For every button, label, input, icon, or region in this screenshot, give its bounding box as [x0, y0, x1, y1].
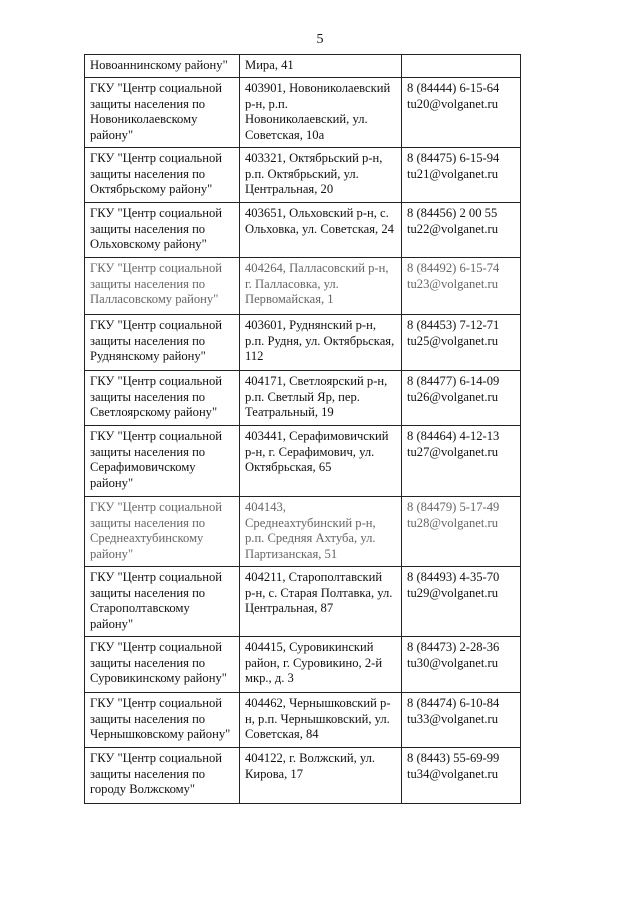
address-cell: 404462, Чернышковский р- н, р.п. Чернышковский, ул. Советская, 84: [240, 693, 402, 748]
address-cell: 404211, Старополтавский р-н, с. Старая Полтавка, ул. Центральная, 87: [240, 567, 402, 637]
table-row: [85, 426, 521, 497]
contact-cell: 8 (84474) 6-10-84 tu33@volganet.ru: [402, 693, 521, 748]
contact-cell: 8 (84475) 6-15-94 tu21@volganet.ru: [402, 148, 521, 203]
contact-cell: 8 (84473) 2-28-36 tu30@volganet.ru: [402, 637, 521, 693]
table-row: [85, 78, 521, 148]
contact-cell: 8 (84492) 6-15-74 tu23@volganet.ru: [402, 258, 521, 315]
org-cell: ГКУ "Центр социальной защиты населения по Руднянскому району": [85, 315, 240, 371]
table-row: [85, 55, 521, 78]
contacts-table: [84, 54, 521, 804]
org-cell: ГКУ "Центр социальной защиты населения по Светлоярскому району": [85, 371, 240, 426]
contact-cell: 8 (84444) 6-15-64 tu20@volganet.ru: [402, 78, 521, 148]
org-cell: ГКУ "Центр социальной защиты населения по Новониколаевскому району": [85, 78, 240, 148]
contact-cell: 8 (84493) 4-35-70 tu29@volganet.ru: [402, 567, 521, 637]
contact-cell: 8 (84456) 2 00 55 tu22@volganet.ru: [402, 203, 521, 258]
address-cell: 403441, Серафимовичский р-н, г. Серафимович, ул. Октябрьская, 65: [240, 426, 402, 497]
table-row: [85, 203, 521, 258]
contact-cell: 8 (84479) 5-17-49 tu28@volganet.ru: [402, 497, 521, 567]
table-row: [85, 371, 521, 426]
address-cell: 404415, Суровикинский район, г. Суровикино, 2-й мкр., д. 3: [240, 637, 402, 693]
table-row: [85, 567, 521, 637]
address-cell: 404122, г. Волжский, ул. Кирова, 17: [240, 748, 402, 804]
address-cell: 403651, Ольховский р-н, с. Ольховка, ул. Советская, 24: [240, 203, 402, 258]
org-cell: ГКУ "Центр социальной защиты населения по Чернышковскому району": [85, 693, 240, 748]
table-row: [85, 748, 521, 804]
address-cell: 404143, Среднеахтубинский р-н, р.п. Средняя Ахтуба, ул. Партизанская, 51: [240, 497, 402, 567]
page-number: 5: [316, 32, 324, 47]
org-cell: Новоаннинскому району": [85, 55, 240, 78]
org-cell: ГКУ "Центр социальной защиты населения по Среднеахтубинскому району": [85, 497, 240, 567]
table-row: [85, 497, 521, 567]
contact-cell: 8 (84464) 4-12-13 tu27@volganet.ru: [402, 426, 521, 497]
table-row: [85, 258, 521, 315]
address-cell: 403321, Октябрьский р-н, р.п. Октябрьский, ул. Центральная, 20: [240, 148, 402, 203]
address-cell: Мира, 41: [240, 55, 402, 78]
contact-cell: 8 (84477) 6-14-09 tu26@volganet.ru: [402, 371, 521, 426]
address-cell: 404171, Светлоярский р-н, р.п. Светлый Яр, пер. Театральный, 19: [240, 371, 402, 426]
address-cell: 404264, Палласовский р-н, г. Палласовка, ул. Первомайская, 1: [240, 258, 402, 315]
table-row: [85, 637, 521, 693]
org-cell: ГКУ "Центр социальной защиты населения по Октябрьскому району": [85, 148, 240, 203]
contact-cell: 8 (8443) 55-69-99 tu34@volganet.ru: [402, 748, 521, 804]
contact-cell: 8 (84453) 7-12-71 tu25@volganet.ru: [402, 315, 521, 371]
org-cell: ГКУ "Центр социальной защиты населения по Суровикинскому району": [85, 637, 240, 693]
org-cell: ГКУ "Центр социальной защиты населения по городу Волжскому": [85, 748, 240, 804]
table-row: [85, 693, 521, 748]
org-cell: ГКУ "Центр социальной защиты населения по Серафимовичскому району": [85, 426, 240, 497]
address-cell: 403601, Руднянский р-н, р.п. Рудня, ул. Октябрьская, 112: [240, 315, 402, 371]
org-cell: ГКУ "Центр социальной защиты населения по Ольховскому району": [85, 203, 240, 258]
address-cell: 403901, Новониколаевский р-н, р.п. Новониколаевский, ул. Советская, 10а: [240, 78, 402, 148]
table-row: [85, 315, 521, 371]
org-cell: ГКУ "Центр социальной защиты населения по Старополтавскому району": [85, 567, 240, 637]
org-cell: ГКУ "Центр социальной защиты населения по Палласовскому району": [85, 258, 240, 315]
table-row: [85, 148, 521, 203]
contact-cell: [402, 55, 521, 78]
